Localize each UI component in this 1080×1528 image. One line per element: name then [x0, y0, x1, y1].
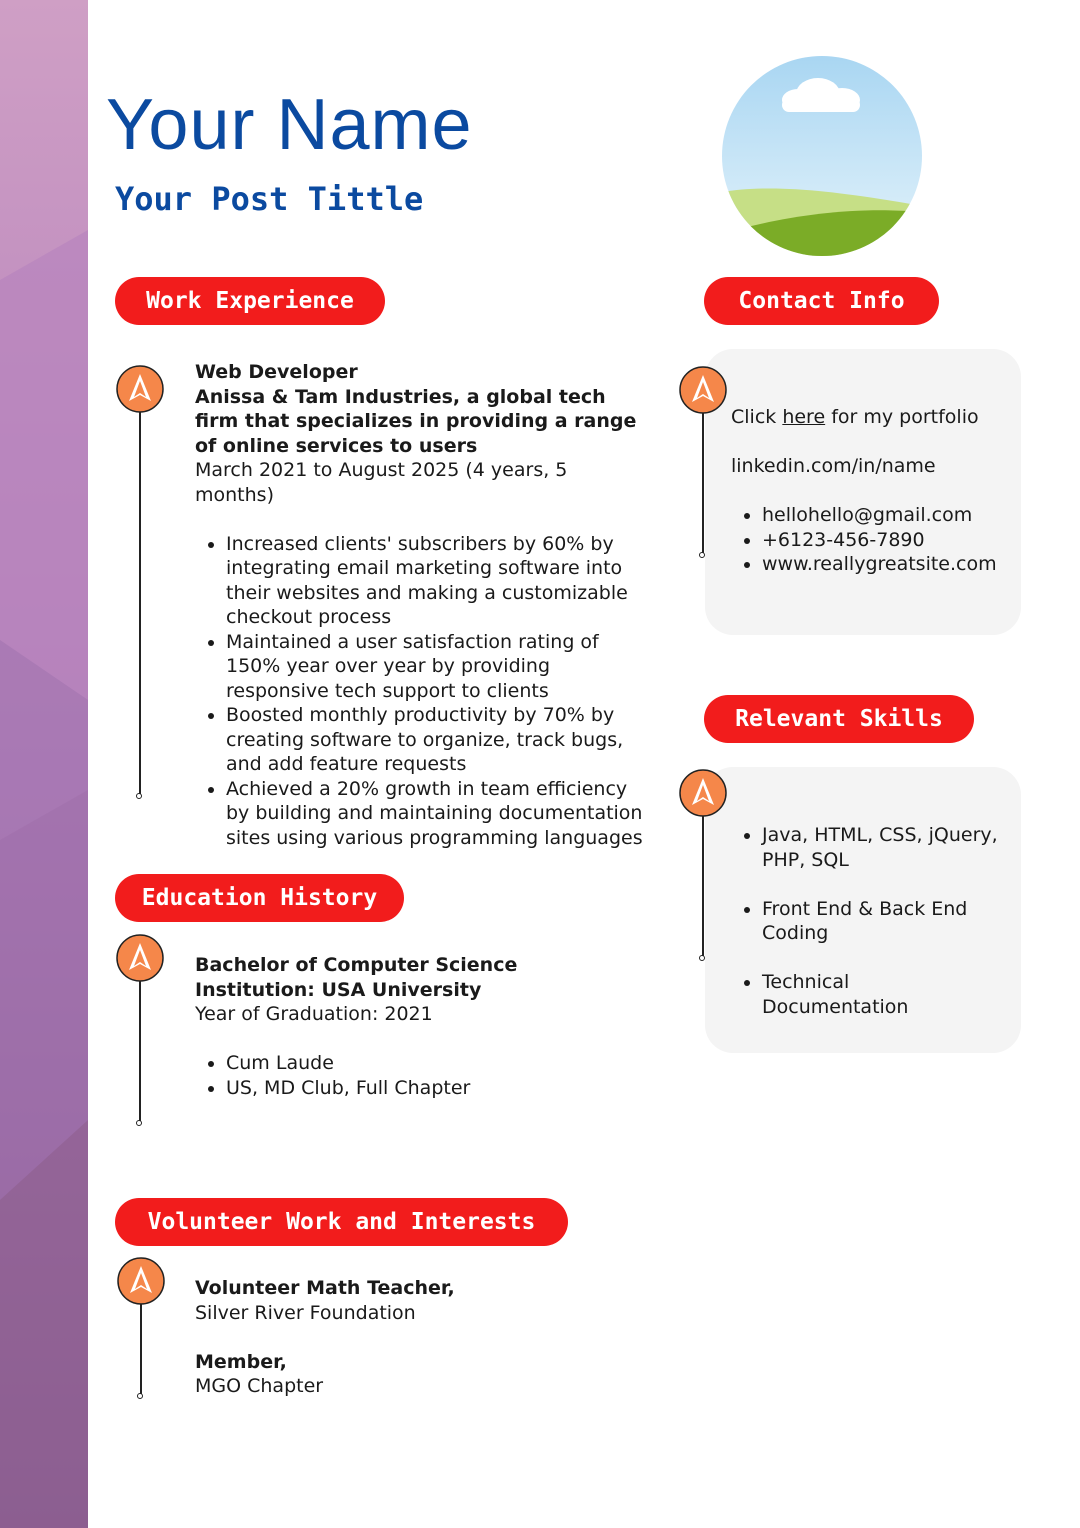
- portfolio-link[interactable]: here: [782, 406, 826, 428]
- work-timeline: [116, 365, 164, 801]
- landscape-image: [722, 56, 922, 256]
- contact-list: [731, 503, 1016, 577]
- work-dates: March 2021 to August 2025 (4 years, 5 months): [195, 459, 568, 506]
- phone: • +6123-456-7890: [762, 528, 1016, 553]
- rocket-badge-icon: [116, 365, 164, 413]
- volunteer-role: Volunteer Math Teacher,: [195, 1277, 455, 1299]
- portfolio-prefix: Click: [731, 406, 783, 428]
- work-entry: [195, 360, 650, 850]
- skills-timeline: [679, 769, 727, 963]
- job-title: Web Developer: [195, 361, 358, 383]
- website: • www.reallygreatsite.com: [762, 552, 1016, 577]
- skills-list: [731, 823, 1001, 1019]
- list-item: • Cum Laude: [226, 1051, 650, 1076]
- portfolio-line: [731, 405, 1016, 430]
- contact-timeline: [679, 366, 727, 560]
- work-bullets: [195, 532, 650, 851]
- post-title: Your Post Tittle: [115, 180, 424, 218]
- graduation-year: Year of Graduation: 2021: [195, 1003, 433, 1025]
- education-timeline: [116, 934, 164, 1128]
- education-bullets: [195, 1051, 650, 1100]
- profile-photo: [722, 56, 922, 256]
- volunteer-org: Silver River Foundation: [195, 1301, 416, 1324]
- degree: Bachelor of Computer Science: [195, 954, 518, 976]
- list-item: • Boosted monthly productivity by 70% by creating software to organize, track bugs, and add feature requests: [226, 703, 650, 777]
- education-entry: [195, 953, 650, 1100]
- rocket-badge-icon: [117, 1257, 165, 1305]
- list-item: • Maintained a user satisfaction rating of 150% year over year by providing responsive tech support to clients: [226, 630, 650, 704]
- sidebar-gradient-shapes: [0, 0, 88, 1528]
- resume-name: Your Name: [106, 85, 473, 165]
- email: • hellohello@gmail.com: [762, 503, 1016, 528]
- volunteer-timeline: [117, 1257, 165, 1401]
- list-item: • Achieved a 20% growth in team efficiency by building and maintaining documentation sites using various programming languages: [226, 777, 650, 851]
- contact-info-header: Contact Info: [704, 277, 939, 325]
- list-item: • US, MD Club, Full Chapter: [226, 1076, 650, 1101]
- list-item: • Increased clients' subscribers by 60% by integrating email marketing software into their websites and making a customizable checkout process: [226, 532, 650, 630]
- institution: Institution: USA University: [195, 978, 482, 1001]
- company: Anissa & Tam Industries, a global tech firm that specializes in providing a range of online services to users: [195, 385, 637, 457]
- volunteer-entry: [195, 1276, 650, 1399]
- volunteer-header: Volunteer Work and Interests: [115, 1198, 568, 1246]
- membership-role: Member,: [195, 1350, 287, 1373]
- rocket-badge-icon: [679, 769, 727, 817]
- membership-org: MGO Chapter: [195, 1375, 324, 1397]
- list-item: • Technical Documentation: [762, 970, 1001, 1019]
- relevant-skills-header: Relevant Skills: [704, 695, 974, 743]
- list-item: • Java, HTML, CSS, jQuery, PHP, SQL: [762, 823, 1001, 872]
- decorative-sidebar: [0, 0, 88, 1528]
- education-history-header: Education History: [115, 874, 404, 922]
- work-experience-header: Work Experience: [115, 277, 385, 325]
- portfolio-suffix: for my portfolio: [825, 406, 979, 428]
- rocket-badge-icon: [679, 366, 727, 414]
- skills-entry: [731, 823, 1001, 1019]
- contact-entry: [731, 405, 1016, 577]
- list-item: • Front End & Back End Coding: [762, 897, 1001, 946]
- rocket-badge-icon: [116, 934, 164, 982]
- linkedin: linkedin.com/in/name: [731, 455, 936, 477]
